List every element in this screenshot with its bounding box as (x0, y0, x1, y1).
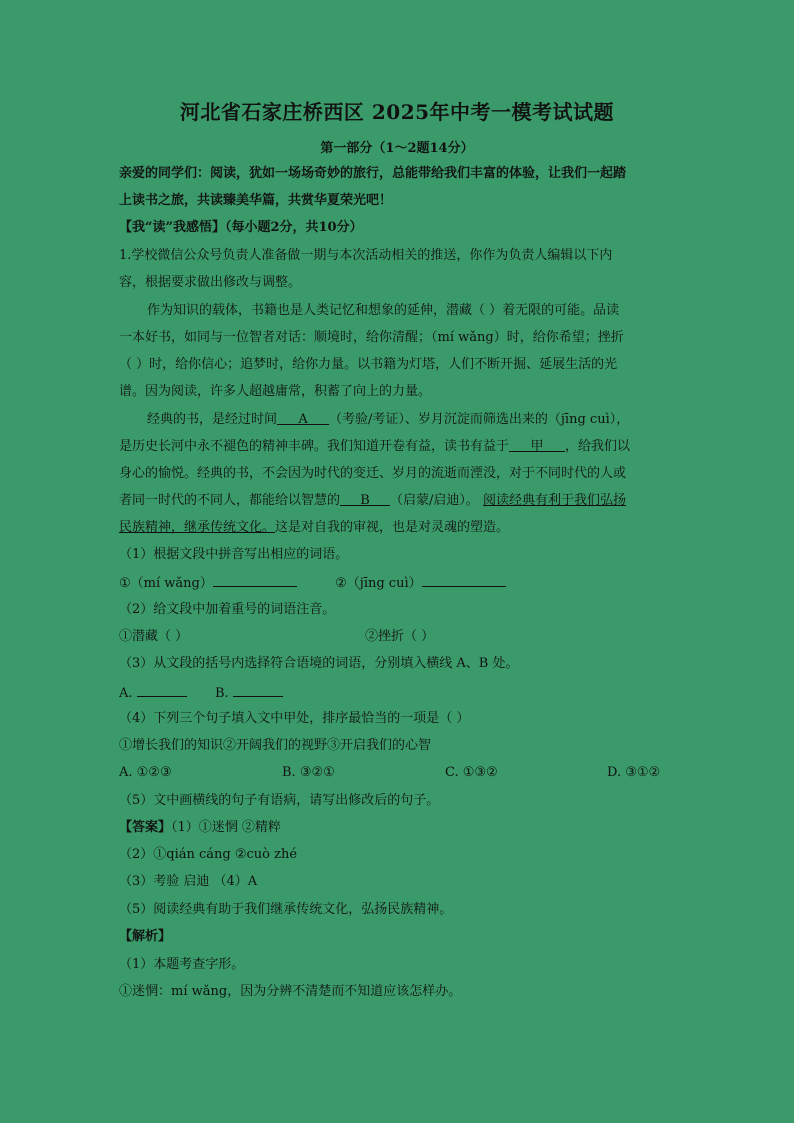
sub-question-2-answers (119, 628, 434, 646)
paragraph-2-text: 这是对自我的审视，也是对灵魂的塑造。 (275, 520, 510, 535)
paragraph-2-line-5 (119, 519, 509, 537)
paragraph-2-text: ，给我们以 (565, 439, 631, 454)
blank-b-label: B (360, 493, 370, 508)
answer-blank[interactable] (233, 683, 283, 697)
answer-blank[interactable] (213, 573, 297, 587)
paragraph-2-text: （考验/考证）、岁月沉淀而筛选出来的（jīng cuì）， (329, 412, 630, 427)
paragraph-2-text: 是历史长河中永不褪色的精神丰碑。我们知道开卷有益，读书有益于 (119, 439, 510, 454)
question-1-line-2: 容，根据要求做出修改与调整。 (119, 275, 302, 290)
paragraph-2-line-1 (147, 411, 629, 429)
answer-label: ②（jīng cuì） (335, 576, 422, 591)
sub-question-1: （1）根据文段中拼音写出相应的词语。 (119, 547, 349, 562)
underlined-sentence: 阅读经典有利于我们弘扬 (483, 493, 627, 508)
analysis-heading: 【解析】 (119, 929, 172, 944)
intro-line-1: 亲爱的同学们：阅读，犹如一场场奇妙的旅行，总能带给我们丰富的体验，让我们一起踏 (119, 166, 627, 181)
answer-label: ①潜藏（ ） (119, 629, 189, 644)
answer-label: A. (119, 686, 133, 701)
paragraph-1-line-3: （ ）时，给你信心；追梦时，给你力量。以书籍为灯塔，人们不断开掘、延展生活的光 (119, 357, 618, 372)
option-a[interactable]: A. ①②③ (119, 765, 172, 780)
sub-question-4-sentences: ①增长我们的知识②开阔我们的视野③开启我们的心智 (119, 738, 432, 753)
option-b[interactable]: B. ③②① (282, 765, 335, 780)
blank-jia-label: 甲 (530, 439, 544, 454)
answer-label: ②挫折（ ） (365, 629, 435, 644)
paragraph-1-line-1: 作为知识的载体，书籍也是人类记忆和想象的延伸，潜藏（ ）着无限的可能。品读 (147, 303, 620, 318)
option-c[interactable]: C. ①③② (445, 765, 498, 780)
underlined-sentence: 民族精神，继承传统文化。 (119, 520, 276, 535)
answer-text: （1）①迷惘 ②精粹 (171, 820, 281, 835)
paragraph-2-line-3: 身心的愉悦。经典的书，不会因为时代的变迁、岁月的流逝而湮没，对于不同时代的人或 (119, 466, 627, 481)
paragraph-2-text: 者同一时代的不同人，都能给以智慧的 (119, 493, 341, 508)
question-1-line-1: 1.学校微信公众号负责人准备做一期与本次活动相关的推送，你作为负责人编辑以下内 (119, 248, 613, 263)
answer-label: ①（mí wǎng） (119, 576, 213, 591)
option-d[interactable]: D. ③①② (607, 765, 661, 780)
sub-question-3: （3）从文段的括号内选择符合语境的词语，分别填入横线 A、B 处。 (119, 656, 519, 671)
answer-line-3: （3）考验 启迪 （4）A (119, 874, 258, 889)
sub-question-2: （2）给文段中加着重号的词语注音。 (119, 602, 336, 617)
blank-a-label: A (298, 412, 308, 427)
analysis-line-2: ①迷惘：mí wǎng，因为分辨不清楚而不知道应该怎样办。 (119, 984, 462, 999)
answer-line-1 (119, 819, 281, 837)
sub-question-4: （4）下列三个句子填入文中甲处，排序最恰当的一项是（ ） (119, 711, 470, 726)
answer-blank[interactable] (422, 573, 506, 587)
answer-label: B. (214, 686, 229, 701)
blank-b (340, 492, 390, 506)
paragraph-2-text: （启蒙/启迪）。 (390, 493, 479, 508)
paragraph-1-line-2: 一本好书，如同与一位智者对话：顺境时，给你清醒；（mí wǎng）时，给你希望；挫折 (119, 330, 624, 345)
analysis-line-1: （1）本题考查字形。 (119, 957, 245, 972)
sub-question-5: （5）文中画横线的句子有语病，请写出修改后的句子。 (119, 793, 440, 808)
blank-jia (509, 438, 565, 452)
page-title: 河北省石家庄桥西区 2025年中考一模考试试题 (179, 100, 615, 124)
section-heading: 【我“读”我感悟】（每小题2分，共10分） (119, 220, 363, 235)
section-subtitle: 第一部分（1～2题14分） (320, 141, 474, 156)
sub-question-3-answers (119, 683, 283, 703)
sub-question-4-options (119, 764, 660, 782)
answer-line-2: （2）①qián cáng ②cuò zhé (119, 847, 298, 862)
answer-heading: 【答案】 (119, 820, 172, 835)
paragraph-1-line-4: 谱。因为阅读，许多人超越庸常，积蓄了向上的力量。 (119, 384, 432, 399)
answer-line-5: （5）阅读经典有助于我们继承传统文化，弘扬民族精神。 (119, 902, 453, 917)
answer-blank[interactable] (137, 683, 187, 697)
paragraph-2-line-2 (119, 438, 630, 456)
paragraph-2-text: 经典的书，是经过时间 (147, 412, 278, 427)
sub-question-1-answers (119, 573, 506, 593)
blank-a (277, 411, 329, 425)
intro-line-2: 上读书之旅，共读臻美华篇，共赏华夏荣光吧！ (119, 193, 393, 208)
paragraph-2-line-4 (119, 492, 626, 510)
